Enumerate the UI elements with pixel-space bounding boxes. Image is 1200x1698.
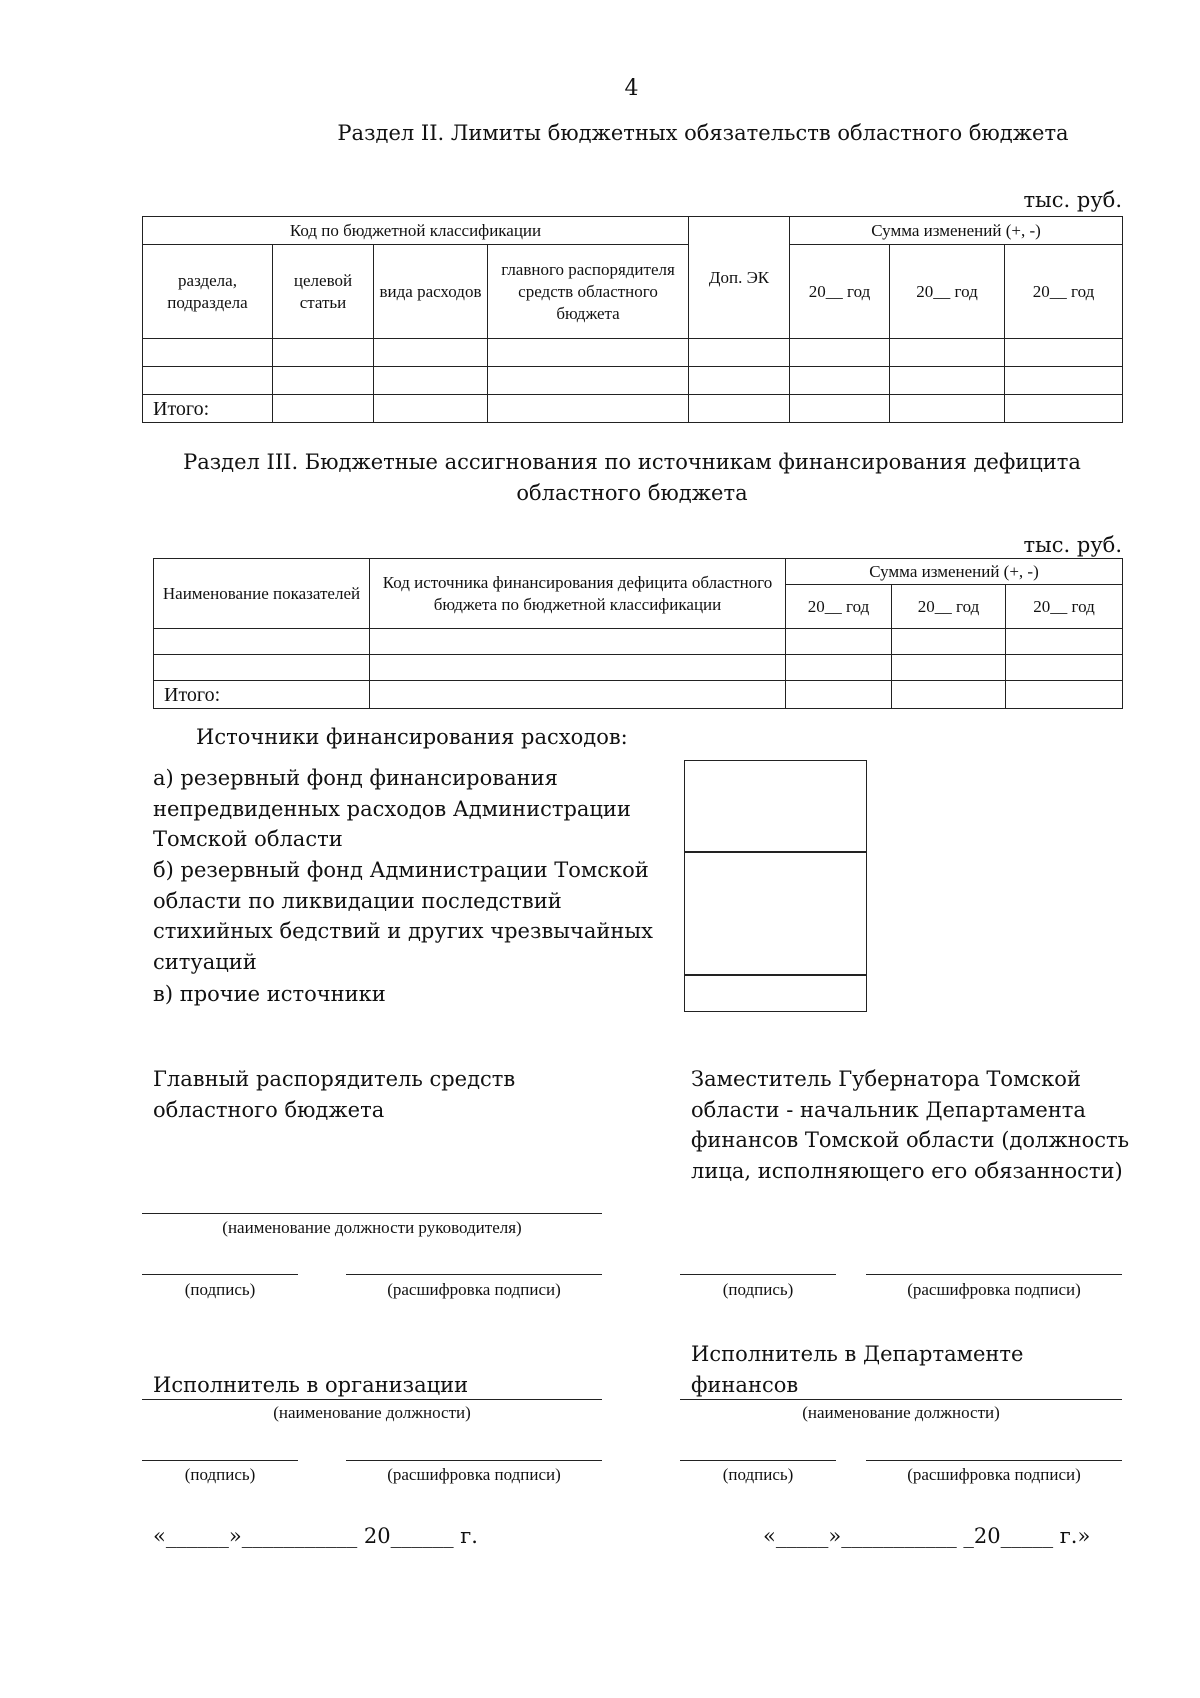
- total-row: [143, 395, 1123, 423]
- table-row: [154, 655, 1123, 681]
- right-decoding-line[interactable]: [866, 1274, 1122, 1275]
- section3-title: [142, 447, 1122, 509]
- right-executor-signature-line[interactable]: [680, 1460, 836, 1461]
- source-item-c: в) прочие источники: [153, 982, 386, 1006]
- right-date[interactable]: «_____»___________ _20_____ г.»: [763, 1524, 1091, 1548]
- left-signature-caption: (подпись): [184, 1280, 256, 1299]
- header-year-3: 20__ год: [1005, 245, 1123, 339]
- left-decoding-line[interactable]: [346, 1274, 602, 1275]
- right-executor-signature-caption: (подпись): [722, 1465, 794, 1484]
- table-row: [143, 367, 1123, 395]
- right-executor-label: Исполнитель в Департаменте финансов: [691, 1342, 1024, 1397]
- header-year-3: 20__ год: [1006, 585, 1123, 629]
- left-executor-label: Исполнитель в организации: [153, 1373, 469, 1397]
- table-row: [154, 629, 1123, 655]
- header-source-code: Код источника финансирования дефицита областного бюджета по бюджетной классификации: [370, 559, 786, 629]
- header-celevoy: целевой статьи: [273, 245, 374, 339]
- header-vida: вида расходов: [374, 245, 488, 339]
- left-executor-line[interactable]: [142, 1399, 602, 1400]
- section3-title-line1: Раздел III. Бюджетные ассигнования по источникам финансирования дефицита: [183, 450, 1081, 474]
- left-executor-signature-line[interactable]: [142, 1460, 298, 1461]
- left-position-line[interactable]: [142, 1213, 602, 1214]
- source-item-b: б) резервный фонд Администрации Томской области по ликвидации последствий стихийных бедствий и других чрезвычайных ситуаций: [153, 858, 653, 974]
- source-b-amount-box[interactable]: [684, 851, 867, 976]
- section2-unit: тыс. руб.: [1023, 188, 1122, 212]
- source-c-amount-box[interactable]: [684, 974, 867, 1012]
- right-signature-line[interactable]: [680, 1274, 836, 1275]
- header-glavnogo: главного распорядителя средств областного бюджета: [488, 245, 689, 339]
- header-indicator-name: Наименование показателей: [154, 559, 370, 629]
- left-position-caption: (наименование должности руководителя): [222, 1218, 522, 1237]
- section3-unit: тыс. руб.: [1023, 533, 1122, 557]
- sources-heading: Источники финансирования расходов:: [196, 725, 628, 749]
- left-decoding-caption: (расшифровка подписи): [387, 1280, 561, 1299]
- right-signature-caption: (подпись): [722, 1280, 794, 1299]
- source-a-amount-box[interactable]: [684, 760, 867, 853]
- left-signature-line[interactable]: [142, 1274, 298, 1275]
- total-row: [154, 681, 1123, 709]
- right-executor-decoding-line[interactable]: [866, 1460, 1122, 1461]
- left-executor-signature-caption: (подпись): [184, 1465, 256, 1484]
- section3-table: [153, 558, 1123, 709]
- total-label: Итого:: [143, 395, 273, 423]
- section3-title-line2: областного бюджета: [516, 481, 748, 505]
- left-executor-position-caption: (наименование должности): [273, 1403, 471, 1422]
- right-executor-position-caption: (наименование должности): [802, 1403, 1000, 1422]
- right-signatory-title: Заместитель Губернатора Томской области - начальник Департамента финансов Томской области (должность лица, исполняющего его обязанности): [691, 1067, 1130, 1183]
- right-executor-decoding-caption: (расшифровка подписи): [907, 1465, 1081, 1484]
- header-sum-changes: Сумма изменений (+, -): [786, 559, 1123, 585]
- header-razdel: раздела, подраздела: [143, 245, 273, 339]
- left-signatory-title: Главный распорядитель средств областного бюджета: [153, 1067, 516, 1122]
- right-decoding-caption: (расшифровка подписи): [907, 1280, 1081, 1299]
- header-sum-changes: Сумма изменений (+, -): [790, 217, 1123, 245]
- total-label: Итого:: [154, 681, 370, 709]
- left-date[interactable]: «______»___________ 20______ г.: [153, 1524, 478, 1548]
- source-item-a: а) резервный фонд финансирования непредвиденных расходов Администрации Томской области: [153, 766, 631, 851]
- section2-table: [142, 216, 1123, 423]
- header-year-2: 20__ год: [892, 585, 1006, 629]
- header-year-1: 20__ год: [790, 245, 890, 339]
- table-row: [143, 339, 1123, 367]
- header-year-1: 20__ год: [786, 585, 892, 629]
- right-executor-line[interactable]: [680, 1399, 1122, 1400]
- section2-title: Раздел II. Лимиты бюджетных обязательств областного бюджета: [337, 121, 1069, 145]
- header-year-2: 20__ год: [890, 245, 1005, 339]
- header-dop-ek: Доп. ЭК: [689, 217, 790, 339]
- left-executor-decoding-caption: (расшифровка подписи): [387, 1465, 561, 1484]
- header-budget-code: Код по бюджетной классификации: [143, 217, 689, 245]
- page-number: 4: [624, 76, 639, 101]
- left-executor-decoding-line[interactable]: [346, 1460, 602, 1461]
